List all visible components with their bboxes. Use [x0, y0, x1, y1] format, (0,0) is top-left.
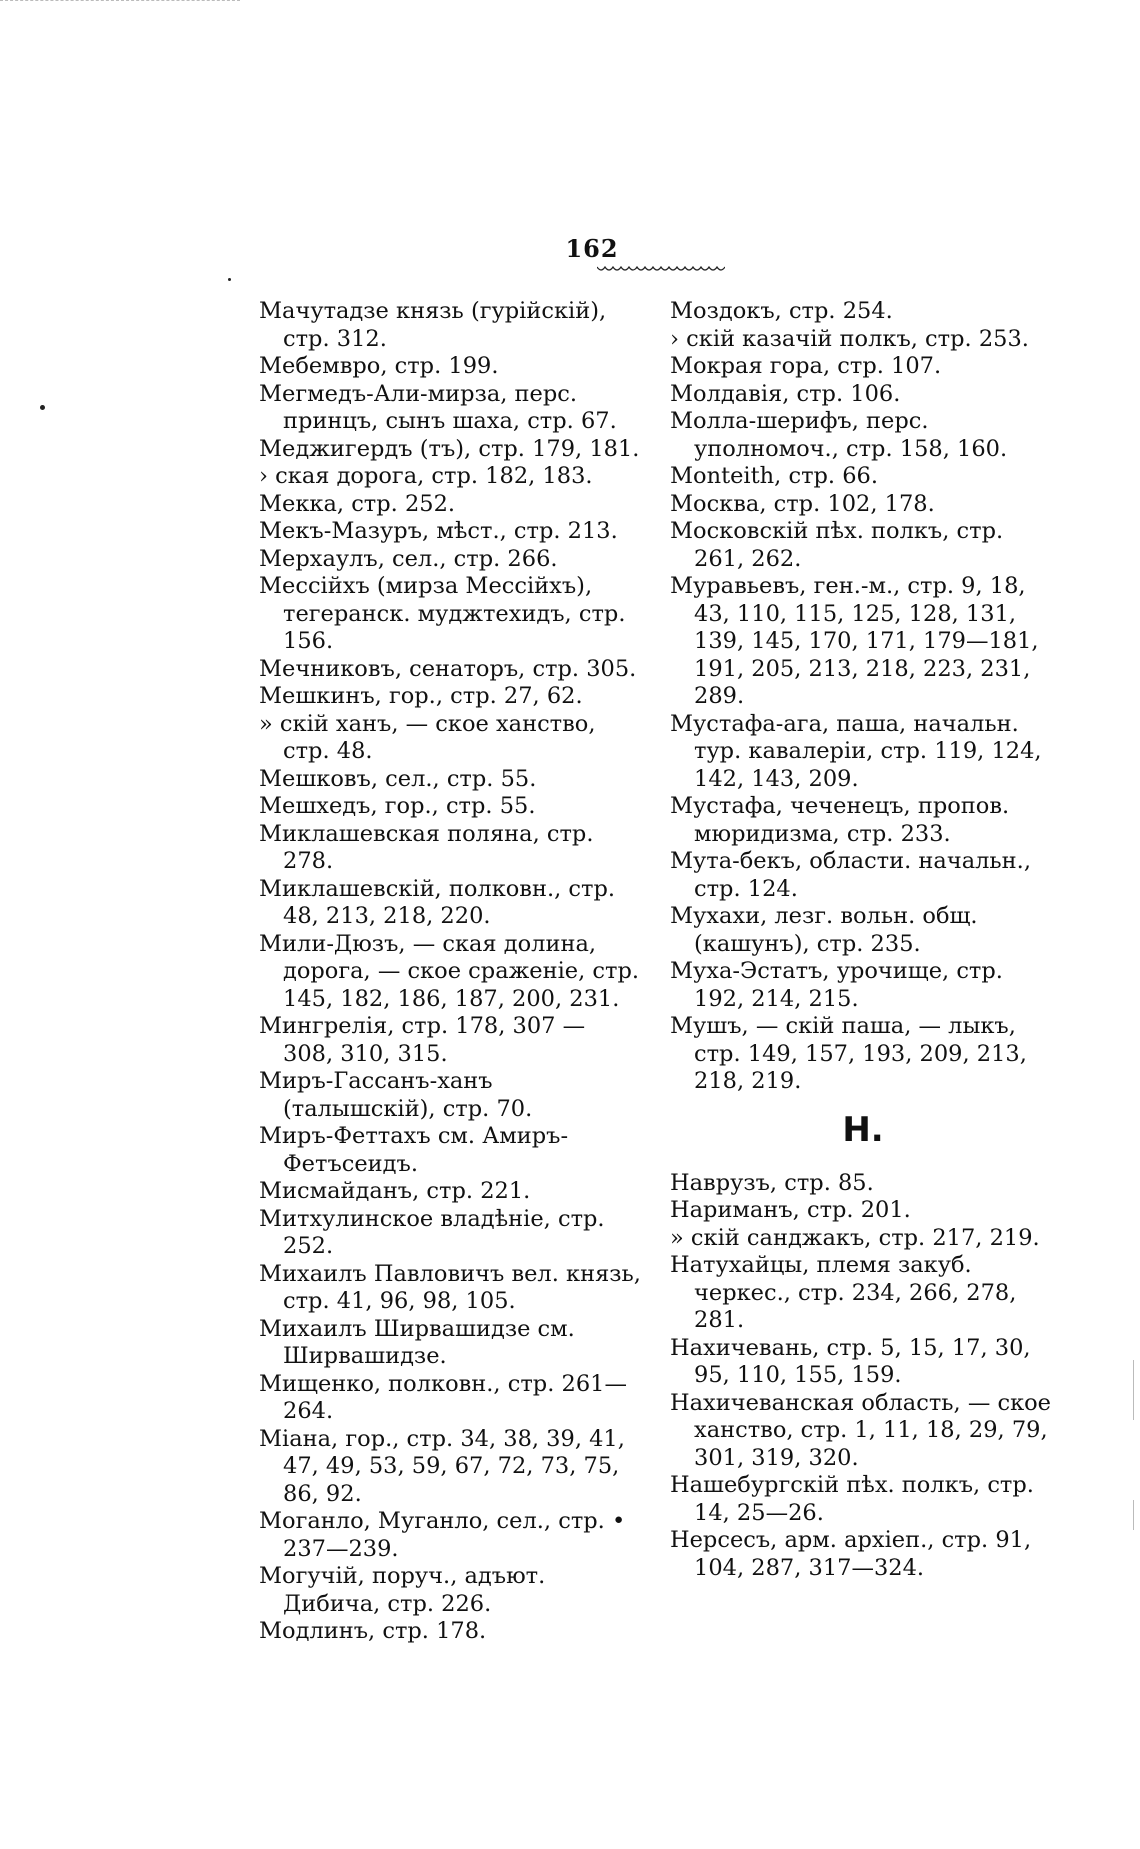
right-column	[670, 298, 1056, 1582]
index-entry: Мекка, стр. 252.	[259, 490, 456, 517]
wavy-rule	[597, 264, 725, 274]
index-entry: Миклашевскій, полковн., стр. 48, 213, 218, 220.	[259, 875, 616, 929]
index-entry: Мили-Дюзъ, — ская долина, дорога, — ское сраженіе, стр. 145, 182, 186, 187, 200, 231.	[259, 930, 640, 1012]
page-number: 162	[565, 234, 619, 263]
index-entry: Мешковъ, сел., стр. 55.	[259, 765, 537, 792]
index-entry: Миръ-Феттахъ см. Амиръ-Фетъсеидъ.	[259, 1123, 569, 1177]
index-entry: Мищенко, полковн., стр. 261— 264.	[259, 1370, 627, 1424]
index-entry: › ская дорога, стр. 182, 183.	[259, 463, 593, 489]
index-entry: Мута-бекъ, области. начальн., стр. 124.	[670, 848, 1031, 902]
index-entry: Наврузъ, стр. 85.	[670, 1169, 874, 1196]
index-entry: Monteith, стр. 66.	[670, 463, 879, 489]
margin-line	[1133, 1360, 1134, 1420]
index-entry: Мачутадзе князь (гурійскій), стр. 312.	[259, 298, 607, 352]
index-entry: Муравьевъ, ген.-м., стр. 9, 18, 43, 110, 115, 125, 128, 131, 139, 145, 170, 171, 179—181, 191, 205, 213, 218, 223, 231, 289.	[670, 573, 1039, 709]
index-entry: Московскій пѣх. полкъ, стр. 261, 262.	[670, 518, 1004, 572]
index-entry: Миръ-Гассанъ-ханъ (талышскій), стр. 70.	[259, 1068, 533, 1122]
margin-line	[1133, 1500, 1134, 1530]
stray-dot	[228, 278, 231, 281]
index-entry: Митхулинское владѣніе, стр. 252.	[259, 1205, 605, 1259]
index-entry: Михаилъ Ширвашидзе см. Ширвашидзе.	[259, 1315, 575, 1369]
index-entry: Моганло, Муганло, сел., стр. • 237—239.	[259, 1508, 626, 1562]
section-letter-heading: Н.	[842, 1109, 884, 1150]
index-entry: Натухайцы, племя закуб. черкес., стр. 234, 266, 278, 281.	[670, 1252, 1017, 1333]
index-entry: Мушъ, — скій паша, — лыкъ, стр. 149, 157, 193, 209, 213, 218, 219.	[670, 1013, 1027, 1094]
index-entry: Михаилъ Павловичъ вел. князь, стр. 41, 96, 98, 105.	[259, 1260, 641, 1314]
index-entry: Молла-шерифъ, перс. уполномоч., стр. 158, 160.	[670, 408, 1008, 462]
index-entry: Нахичеванская область, — ское ханство, стр. 1, 11, 18, 29, 79, 301, 319, 320.	[670, 1389, 1051, 1471]
index-entry: Мекъ-Мазуръ, мѣст., стр. 213.	[259, 518, 618, 544]
index-entry: Мисмайданъ, стр. 221.	[259, 1178, 531, 1204]
index-entry: Мингрелія, стр. 178, 307 — 308, 310, 315.	[259, 1013, 586, 1067]
index-entry: Нашебургскій пѣх. полкъ, стр. 14, 25—26.	[670, 1472, 1034, 1526]
index-entry: Москва, стр. 102, 178.	[670, 490, 935, 517]
index-entry: Мечниковъ, сенаторъ, стр. 305.	[259, 655, 637, 682]
index-entry: Мегмедъ-Али-мирза, перс. принцъ, сынъ шаха, стр. 67.	[259, 380, 617, 434]
index-entry: Мешхедъ, гор., стр. 55.	[259, 793, 536, 819]
index-entry: Меджигердъ (тъ), стр. 179, 181.	[259, 435, 640, 462]
index-entry: Міана, гор., стр. 34, 38, 39, 41, 47, 49, 53, 59, 67, 72, 73, 75, 86, 92.	[259, 1425, 625, 1507]
top-edge-mark	[0, 0, 240, 2]
index-entry: Нахичевань, стр. 5, 15, 17, 30, 95, 110, 155, 159.	[670, 1334, 1031, 1388]
index-entry: Мокрая гора, стр. 107.	[670, 353, 942, 379]
index-entry: Мессійхъ (мирза Мессійхъ), тегеранск. муджтехидъ, стр. 156.	[259, 573, 626, 654]
index-entry: » скій ханъ, — ское ханство, стр. 48.	[259, 710, 596, 764]
index-entry: Модлинъ, стр. 178.	[259, 1618, 487, 1644]
index-entry: Миклашевская поляна, стр. 278.	[259, 820, 594, 874]
index-entry: » скій санджакъ, стр. 217, 219.	[670, 1224, 1040, 1251]
index-entry: Моздокъ, стр. 254.	[670, 298, 893, 324]
index-entry: Нариманъ, стр. 201.	[670, 1197, 911, 1223]
index-entry: Мешкинъ, гор., стр. 27, 62.	[259, 683, 583, 709]
index-entry: Мебемвро, стр. 199.	[259, 353, 499, 379]
left-column	[259, 298, 641, 1646]
index-entry: › скій казачій полкъ, стр. 253.	[670, 325, 1029, 352]
index-entry: Молдавія, стр. 106.	[670, 380, 901, 407]
index-entry: Мустафа, чеченецъ, пропов. мюридизма, стр. 233.	[670, 793, 1010, 847]
index-entry: Муха-Эстатъ, урочище, стр. 192, 214, 215.	[670, 958, 1003, 1012]
index-entry: Могучій, поруч., адъют. Дибича, стр. 226.	[259, 1563, 546, 1617]
index-entry: Мухахи, лезг. вольн. общ. (кашунъ), стр. 235.	[670, 903, 978, 957]
index-entry: Мерхаулъ, сел., стр. 266.	[259, 545, 558, 572]
index-entry: Нерсесъ, арм. архіеп., стр. 91, 104, 287, 317—324.	[670, 1527, 1032, 1581]
stray-dot	[40, 405, 45, 410]
index-entry: Мустафа-ага, паша, начальн. тур. кавалеріи, стр. 119, 124, 142, 143, 209.	[670, 710, 1042, 792]
